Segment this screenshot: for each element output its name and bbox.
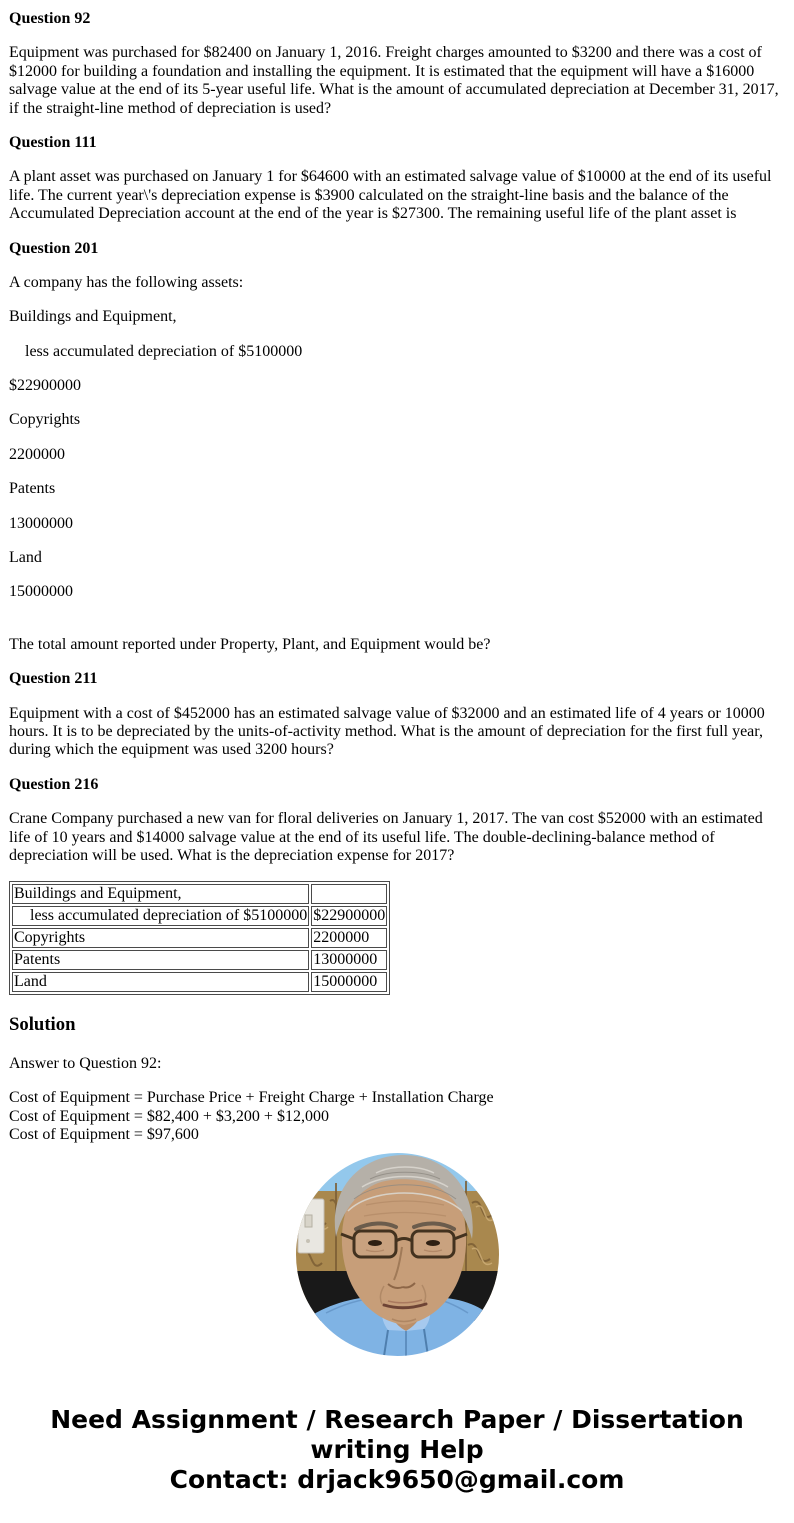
solution-answer-intro: Answer to Question 92: (9, 1054, 162, 1072)
solution-line: Cost of Equipment = $82,400 + $3,200 + $12,000 (9, 1107, 329, 1125)
asset-line: 15000000 (9, 583, 73, 601)
question-201-heading: Question 201 (9, 239, 99, 257)
tutor-portrait-photo (296, 1153, 499, 1356)
solution-workings (9, 1089, 785, 1144)
asset-line: less accumulated depreciation of $5100000 (9, 342, 303, 360)
question-92-text: Equipment was purchased for $82400 on January 1, 2016. Freight charges amounted to $3200 and there was a cost of $12000 for building a foundation and installing the equipment. It is estimated that the equipment will have a $16000 salvage value at the end of its 5-year useful life. What is the amount of accumulated depreciation at December 31, 2017, if the straight-line method of depreciation is used? (9, 44, 779, 117)
question-201-intro: A company has the following assets: (9, 273, 244, 291)
question-211-heading: Question 211 (9, 670, 98, 688)
question-216-heading: Question 216 (9, 775, 99, 793)
table-cell-value: 15000000 (311, 972, 387, 992)
table-row (12, 972, 387, 992)
asset-line: Patents (9, 480, 56, 498)
asset-line: 2200000 (9, 445, 65, 463)
question-216-text: Crane Company purchased a new van for floral deliveries on January 1, 2017. The van cost $52000 with an estimated life of 10 years and $14000 salvage value at the end of its useful life. The double-declining-balance method of depreciation will be used. What is the depreciation expense for 2017? (9, 810, 763, 864)
footer-banner (0, 1405, 794, 1495)
asset-line: $22900000 (9, 377, 81, 395)
table-cell-value: $22900000 (313, 907, 386, 925)
asset-line: Buildings and Equipment, (9, 308, 177, 326)
asset-line: Land (9, 549, 42, 567)
question-111-heading: Question 111 (9, 133, 97, 151)
table-cell-value (311, 884, 387, 904)
footer-help-line-1: Need Assignment / Research Paper / Dissertation (50, 1405, 744, 1434)
footer-help-line-2: writing Help (310, 1435, 484, 1464)
table-row (12, 906, 387, 926)
asset-line: Copyrights (9, 411, 81, 429)
table-cell-value: 13000000 (311, 950, 387, 970)
table-cell-value: 2200000 (311, 928, 387, 948)
question-211-text: Equipment with a cost of $452000 has an estimated salvage value of $32000 and an estimated life of 4 years or 10000 hours. It is to be depreciated by the units-of-activity method. What is the amount of depreciation for the first full year, during which the equipment was used 3200 hours? (9, 704, 765, 759)
table-cell-label: less accumulated depreciation of $5100000 (14, 907, 308, 925)
portrait-svg (296, 1153, 499, 1356)
question-92-heading: Question 92 (9, 10, 91, 27)
table-row (12, 884, 387, 904)
table-row (12, 950, 387, 970)
assets-table (9, 881, 390, 995)
question-111-text: A plant asset was purchased on January 1 for $64600 with an estimated salvage value of $10000 at the end of its useful life. The current year\'s depreciation expense is $3900 calculated on the straight-line basis and the balance of the Accumulated Depreciation account at the end of the year is $27300. The remaining useful life of the plant asset is (9, 168, 772, 223)
table-cell-label: Copyrights (12, 928, 309, 948)
table-row (12, 928, 387, 948)
question-201-question: The total amount reported under Property, Plant, and Equipment would be? (9, 635, 491, 653)
table-cell-label: Buildings and Equipment, (12, 884, 309, 904)
table-cell-label: Patents (12, 950, 309, 970)
table-cell-label: Land (12, 972, 309, 992)
solution-line: Cost of Equipment = Purchase Price + Freight Charge + Installation Charge (9, 1089, 494, 1107)
asset-line: 13000000 (9, 514, 73, 532)
solution-heading: Solution (9, 1014, 76, 1036)
wall-plate (298, 1199, 324, 1253)
solution-line: Cost of Equipment = $97,600 (9, 1126, 199, 1143)
footer-contact-email: Contact: drjack9650@gmail.com (169, 1465, 625, 1494)
